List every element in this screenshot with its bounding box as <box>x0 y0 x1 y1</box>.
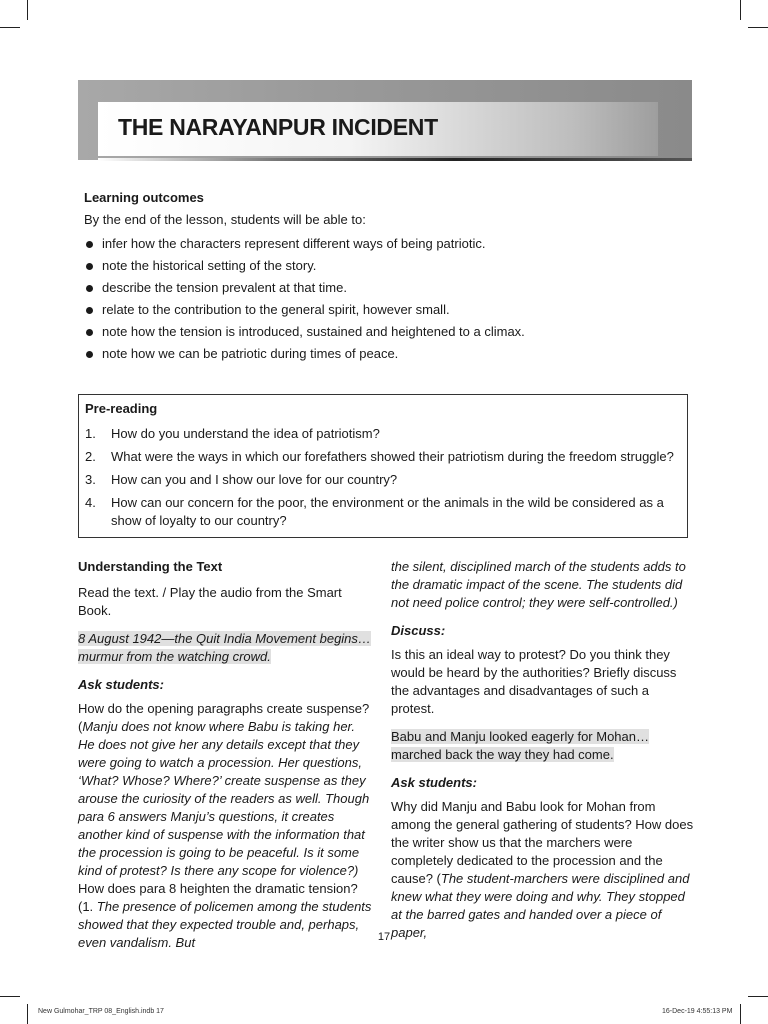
question-paragraph: Why did Manju and Babu look for Mohan from among the general gathering of students? How does the writer show us that the marchers were completely dedicated to the procession and the cause? (The student-marchers were disciplined and knew what they were doing and why. They stopped at the barred gates and handed over a piece of paper, <box>391 799 694 940</box>
list-item: infer how the characters represent different ways of being patriotic. <box>84 233 704 255</box>
crop-mark <box>740 0 741 20</box>
bullet-icon <box>86 307 93 314</box>
bullet-icon <box>86 351 93 358</box>
crop-mark <box>27 1004 28 1024</box>
bullet-icon <box>86 241 93 248</box>
learning-outcomes <box>84 190 704 365</box>
excerpt-text: Babu and Manju looked eagerly for Mohan… marched back the way they had come. <box>391 729 649 762</box>
ask-students-heading: Ask students: <box>78 677 164 692</box>
crop-mark <box>748 27 768 28</box>
list-item: note how we can be patriotic during times of peace. <box>84 343 704 365</box>
question-paragraph: How do the opening paragraphs create suspense? (Manju does not know where Babu is taking her. He does not give her any details except that they were going to watch a procession. Her questions, ‘What? Whose? Where?’ create suspense as they arouse the curiosity of the readers as well. Though para 6 answers Manju’s questions, it creates another kind of suspense with the information that the procession is going to be peaceful. Is it some kind of protest? Is there any scope for violence?) How does para 8 heighten the dramatic tension? (1. The presence of policemen among the students showed that they expected trouble and, perhaps, even vandalism. But <box>78 701 372 950</box>
continuation-text: the silent, disciplined march of the students adds to the dramatic impact of the scene. The students did not need police control; they were self-controlled.) <box>391 559 686 610</box>
crop-mark <box>0 996 20 997</box>
instruction-text: Read the text. / Play the audio from the Smart Book. <box>78 585 342 618</box>
question-item: 3. How can you and I show our love for our country? <box>85 472 398 487</box>
list-item: describe the tension prevalent at that time. <box>84 277 704 299</box>
pre-reading-box <box>78 394 688 538</box>
page-title: THE NARAYANPUR INCIDENT <box>118 114 438 140</box>
learning-outcomes-heading: Learning outcomes <box>84 190 204 205</box>
learning-outcomes-intro: By the end of the lesson, students will be able to: <box>84 212 366 227</box>
discuss-heading: Discuss: <box>391 623 446 638</box>
question-item: 2. What were the ways in which our forefathers showed their patriotism during the freedom struggle? <box>85 449 674 464</box>
bullet-icon <box>86 263 93 270</box>
footer-timestamp: 16-Dec-19 4:55:13 PM <box>662 1008 733 1015</box>
list-item: note how the tension is introduced, sustained and heightened to a climax. <box>84 321 704 343</box>
question-item: 4. How can our concern for the poor, the environment or the animals in the wild be considered as a show of loyalty to our country? <box>85 495 664 528</box>
pre-reading-questions <box>85 425 679 530</box>
discuss-text: Is this an ideal way to protest? Do you think they would be heard by the authorities? Briefly discuss the advantages and disadvantages of such a protest. <box>391 647 677 716</box>
left-column <box>78 558 372 962</box>
bullet-icon <box>86 329 93 336</box>
pre-reading-heading: Pre-reading <box>85 401 158 416</box>
page-number: 17 <box>377 931 391 943</box>
list-item: relate to the contribution to the general spirit, however small. <box>84 299 704 321</box>
list-item: note the historical setting of the story. <box>84 255 704 277</box>
footer-file-slug: New Gulmohar_TRP 08_English.indb 17 <box>38 1008 164 1015</box>
excerpt-text: 8 August 1942—the Quit India Movement begins… murmur from the watching crowd. <box>78 631 371 664</box>
right-column <box>391 558 695 952</box>
learning-outcomes-list <box>84 233 704 365</box>
title-underline <box>98 158 692 161</box>
understanding-heading: Understanding the Text <box>78 559 223 574</box>
question-item: 1. How do you understand the idea of patriotism? <box>85 426 380 441</box>
crop-mark <box>27 0 28 20</box>
bullet-icon <box>86 285 93 292</box>
crop-mark <box>740 1004 741 1024</box>
ask-students-heading: Ask students: <box>391 775 477 790</box>
crop-mark <box>0 27 20 28</box>
crop-mark <box>748 996 768 997</box>
